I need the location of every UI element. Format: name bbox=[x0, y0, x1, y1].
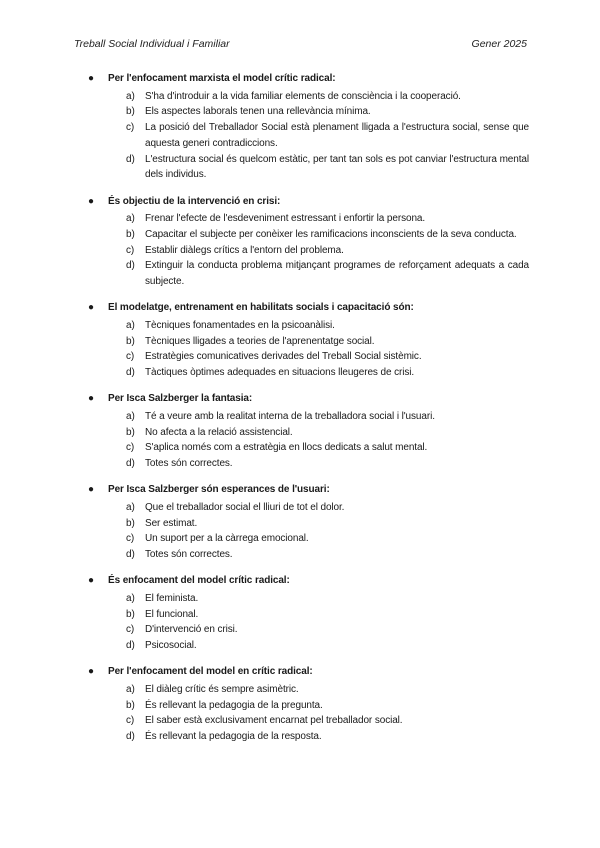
option-letter: b) bbox=[126, 106, 135, 118]
answer-option bbox=[88, 318, 529, 334]
option-letter: c) bbox=[126, 533, 135, 545]
option-letter: c) bbox=[126, 624, 135, 636]
bullet-icon: ● bbox=[88, 666, 95, 678]
document-title: Treball Social Individual i Familiar bbox=[74, 38, 230, 50]
answer-option bbox=[88, 547, 529, 563]
option-letter: a) bbox=[126, 592, 135, 604]
option-letter: b) bbox=[126, 699, 135, 711]
option-text: Els aspectes laborals tenen una rellevància mínima. bbox=[145, 106, 371, 118]
option-letter: d) bbox=[126, 260, 135, 272]
answer-option bbox=[88, 211, 529, 227]
question-item bbox=[88, 392, 529, 472]
question-text: És objectiu de la intervenció en crisi: bbox=[108, 195, 281, 207]
answer-option bbox=[88, 227, 529, 243]
option-list bbox=[88, 591, 529, 654]
option-letter: c) bbox=[126, 442, 135, 454]
question-item bbox=[88, 72, 529, 183]
answer-option bbox=[88, 713, 529, 729]
option-text: Ser estimat. bbox=[145, 517, 198, 529]
option-text: Que el treballador social el lliuri de tot el dolor. bbox=[145, 501, 345, 513]
question-text: Per l'enfocament del model en crític radical: bbox=[108, 666, 313, 678]
option-letter: d) bbox=[126, 640, 135, 652]
page-header bbox=[74, 38, 527, 52]
answer-option bbox=[88, 349, 529, 365]
option-text: Capacitar el subjecte per conèixer les ramificacions inconscients de la seva conducta. bbox=[145, 228, 517, 240]
answer-option bbox=[88, 258, 529, 290]
option-list bbox=[88, 89, 529, 184]
option-letter: b) bbox=[126, 517, 135, 529]
option-letter: d) bbox=[126, 458, 135, 470]
option-letter: d) bbox=[126, 549, 135, 561]
option-text: L'estructura social és quelcom estàtic, per tant tan sols es pot canviar l'estructura mental dels individus. bbox=[145, 153, 529, 181]
bullet-icon: ● bbox=[88, 302, 95, 314]
question-item bbox=[88, 574, 529, 654]
answer-option bbox=[88, 500, 529, 516]
bullet-icon: ● bbox=[88, 73, 95, 84]
bullet-icon: ● bbox=[88, 484, 95, 496]
option-list bbox=[88, 682, 529, 745]
question-item bbox=[88, 665, 529, 745]
option-text: S'aplica només com a estratègia en llocs dedicats a salut mental. bbox=[145, 442, 428, 454]
option-text: D'intervenció en crisi. bbox=[145, 624, 238, 636]
option-list bbox=[88, 409, 529, 472]
answer-option bbox=[88, 425, 529, 441]
document-date: Gener 2025 bbox=[471, 38, 527, 50]
option-letter: b) bbox=[126, 608, 135, 620]
option-text: El funcional. bbox=[145, 608, 199, 620]
question-item bbox=[88, 195, 529, 290]
option-text: El saber està exclusivament encarnat pel treballador social. bbox=[145, 715, 403, 727]
option-list bbox=[88, 318, 529, 381]
answer-option bbox=[88, 152, 529, 184]
option-text: Tècniques fonamentades en la psicoanàlisi. bbox=[145, 319, 335, 331]
answer-option bbox=[88, 682, 529, 698]
option-letter: d) bbox=[126, 731, 135, 743]
option-letter: c) bbox=[126, 244, 135, 256]
question-text: Per Isca Salzberger són esperances de l'usuari: bbox=[108, 484, 330, 496]
question-item bbox=[88, 301, 529, 381]
option-text: És rellevant la pedagogia de la pregunta. bbox=[145, 699, 323, 711]
option-text: Totes són correctes. bbox=[145, 549, 233, 561]
option-list bbox=[88, 211, 529, 290]
option-letter: a) bbox=[126, 319, 135, 331]
option-letter: c) bbox=[126, 351, 135, 363]
option-letter: d) bbox=[126, 153, 135, 165]
answer-option bbox=[88, 591, 529, 607]
answer-option bbox=[88, 729, 529, 745]
option-text: No afecta a la relació assistencial. bbox=[145, 426, 293, 438]
answer-option bbox=[88, 104, 529, 120]
answer-option bbox=[88, 607, 529, 623]
answer-option bbox=[88, 638, 529, 654]
question-text: El modelatge, entrenament en habilitats socials i capacitació són: bbox=[108, 302, 414, 314]
option-letter: b) bbox=[126, 335, 135, 347]
option-letter: b) bbox=[126, 228, 135, 240]
answer-option bbox=[88, 243, 529, 259]
answer-option bbox=[88, 120, 529, 152]
option-letter: b) bbox=[126, 426, 135, 438]
option-letter: a) bbox=[126, 501, 135, 513]
option-text: És rellevant la pedagogia de la resposta. bbox=[145, 731, 322, 743]
answer-option bbox=[88, 698, 529, 714]
option-text: Estratègies comunicatives derivades del Treball Social sistèmic. bbox=[145, 351, 422, 363]
answer-option bbox=[88, 531, 529, 547]
answer-option bbox=[88, 334, 529, 350]
option-text: Frenar l'efecte de l'esdeveniment estressant i enfortir la persona. bbox=[145, 213, 426, 225]
option-text: El diàleg crític és sempre asimètric. bbox=[145, 683, 299, 695]
question-text: És enfocament del model crític radical: bbox=[108, 575, 290, 587]
answer-option bbox=[88, 456, 529, 472]
option-letter: a) bbox=[126, 683, 135, 695]
option-text: S'ha d'introduir a la vida familiar elements de consciència i la cooperació. bbox=[145, 90, 461, 102]
option-text: Un suport per a la càrrega emocional. bbox=[145, 533, 309, 545]
option-text: Té a veure amb la realitat interna de la treballadora social i l'usuari. bbox=[145, 410, 435, 422]
option-text: Totes són correctes. bbox=[145, 458, 233, 470]
answer-option bbox=[88, 409, 529, 425]
option-letter: c) bbox=[126, 715, 135, 727]
question-text: Per Isca Salzberger la fantasia: bbox=[108, 393, 253, 405]
bullet-icon: ● bbox=[88, 393, 95, 405]
answer-option bbox=[88, 622, 529, 638]
answer-option bbox=[88, 440, 529, 456]
option-letter: c) bbox=[126, 122, 135, 134]
option-text: Establir diàlegs crítics a l'entorn del problema. bbox=[145, 244, 344, 256]
option-text: Psicosocial. bbox=[145, 640, 197, 652]
option-text: El feminista. bbox=[145, 592, 199, 604]
option-text: Extinguir la conducta problema mitjançant programes de reforçament adequats a cada subjecte. bbox=[145, 260, 529, 288]
option-text: Tàctiques òptimes adequades en situacions lleugeres de crisi. bbox=[145, 367, 415, 379]
question-text: Per l'enfocament marxista el model crític radical: bbox=[108, 73, 336, 84]
bullet-icon: ● bbox=[88, 195, 95, 207]
option-letter: d) bbox=[126, 367, 135, 379]
option-letter: a) bbox=[126, 213, 135, 225]
question-list bbox=[88, 72, 529, 756]
answer-option bbox=[88, 516, 529, 532]
bullet-icon: ● bbox=[88, 575, 95, 587]
answer-option bbox=[88, 89, 529, 105]
answer-option bbox=[88, 365, 529, 381]
option-text: La posició del Treballador Social està plenament lligada a l'estructura social, sense que aquesta generi contradiccions. bbox=[145, 122, 529, 149]
question-item bbox=[88, 483, 529, 563]
option-list bbox=[88, 500, 529, 563]
option-letter: a) bbox=[126, 410, 135, 422]
option-text: Tècniques lligades a teories de l'aprenentatge social. bbox=[145, 335, 375, 347]
option-letter: a) bbox=[126, 90, 135, 102]
